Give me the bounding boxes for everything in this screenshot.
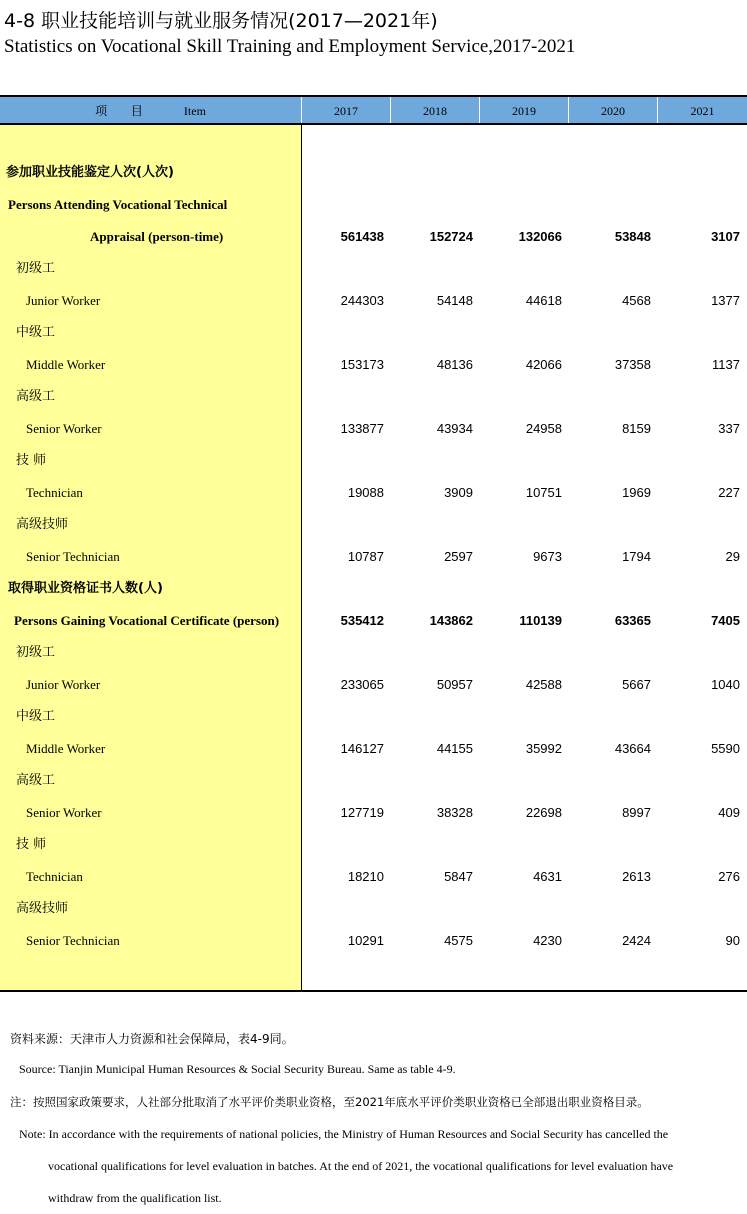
table-row	[0, 925, 747, 957]
section-title-en-cont: Appraisal (person-time)	[90, 229, 224, 244]
cell-value: 146127	[340, 741, 384, 756]
policy-note-cn: 注：按照国家政策要求，人社部分批取消了水平评价类职业资格，至2021年底水平评价类职业资格已全部退出职业资格目录。	[10, 1095, 649, 1109]
policy-note-en-cont: withdraw from the qualification list.	[48, 1191, 222, 1205]
year-header-2020: 2020	[569, 97, 658, 123]
cell-value: 133877	[340, 421, 384, 436]
category-label-row	[0, 637, 747, 669]
category-en: Middle Worker	[26, 741, 106, 756]
cell-value: 19088	[347, 485, 384, 500]
cell-value: 5667	[622, 677, 651, 692]
category-en: Senior Worker	[26, 805, 102, 820]
section-title-cn: 参加职业技能鉴定人次(人次)	[6, 165, 174, 180]
section-total-row	[0, 221, 747, 253]
cell-value: 5590	[711, 741, 740, 756]
cell-value: 35992	[525, 741, 562, 756]
cell-value: 1969	[622, 485, 651, 500]
page-title-english: Statistics on Vocational Skill Training and Employment Service,2017-2021	[4, 36, 576, 57]
cell-value: 9673	[533, 549, 562, 564]
category-en: Technician	[26, 485, 83, 500]
total-value: 63365	[614, 613, 651, 628]
category-cn: 初级工	[16, 261, 56, 276]
section-title-row	[0, 573, 747, 605]
year-header-2021: 2021	[690, 104, 715, 118]
total-value: 3107	[711, 229, 740, 244]
category-cn: 高级技师	[16, 517, 69, 532]
cell-value: 29	[725, 549, 740, 564]
category-cn: 技 师	[16, 453, 47, 468]
table-row	[0, 541, 747, 573]
category-label-row	[0, 829, 747, 861]
policy-note-en: Note: In accordance with the requirements of national policies, the Ministry of Human Resources and Social Security has cancelled the	[19, 1127, 669, 1141]
category-cn: 高级工	[16, 389, 56, 404]
cell-value: 244303	[340, 293, 384, 308]
cell-value: 2613	[622, 869, 651, 884]
cell-value: 409	[718, 805, 740, 820]
category-label-row	[0, 381, 747, 413]
cell-value: 90	[725, 933, 740, 948]
total-value: 561438	[340, 229, 384, 244]
category-label-row	[0, 253, 747, 285]
cell-value: 24958	[525, 421, 562, 436]
cell-value: 4230	[533, 933, 562, 948]
item-header-cn: 项 目	[95, 104, 153, 118]
category-cn: 初级工	[16, 645, 56, 660]
cell-value: 43934	[436, 421, 473, 436]
total-value: 110139	[519, 613, 562, 628]
table-header	[0, 95, 747, 125]
cell-value: 54148	[436, 293, 473, 308]
section-title-row	[0, 189, 747, 221]
cell-value: 42066	[525, 357, 562, 372]
category-cn: 中级工	[16, 709, 56, 724]
year-header-2018: 2018	[391, 97, 480, 123]
cell-value: 1040	[711, 677, 740, 692]
category-en: Senior Technician	[26, 933, 120, 948]
source-note-cn: 资料来源：天津市人力资源和社会保障局，表4-9同。	[10, 1032, 294, 1046]
cell-value: 38328	[436, 805, 473, 820]
cell-value: 4575	[444, 933, 473, 948]
total-value: 152724	[429, 229, 473, 244]
total-value: 143862	[429, 613, 473, 628]
year-header-2017: 2017	[302, 97, 391, 123]
policy-note-en-cont: vocational qualifications for level evaluation in batches. At the end of 2021, the vocational qualifications for level evaluation have	[48, 1159, 674, 1173]
cell-value: 2424	[622, 933, 651, 948]
cell-value: 2597	[444, 549, 473, 564]
cell-value: 44618	[525, 293, 562, 308]
cell-value: 50957	[436, 677, 473, 692]
cell-value: 18210	[347, 869, 384, 884]
cell-value: 5847	[444, 869, 473, 884]
cell-value: 233065	[340, 677, 384, 692]
cell-value: 3909	[444, 485, 473, 500]
item-column-header	[0, 97, 302, 123]
cell-value: 10751	[525, 485, 562, 500]
table-row	[0, 733, 747, 765]
category-en: Junior Worker	[26, 293, 101, 308]
cell-value: 8997	[622, 805, 651, 820]
category-label-row	[0, 445, 747, 477]
item-header-en: Item	[183, 104, 206, 118]
category-label-row	[0, 509, 747, 541]
cell-value: 127719	[340, 805, 384, 820]
cell-value: 48136	[436, 357, 473, 372]
category-label-row	[0, 317, 747, 349]
category-cn: 技 师	[16, 837, 47, 852]
table-row	[0, 413, 747, 445]
section-title-en: Persons Attending Vocational Technical	[8, 197, 228, 212]
category-en: Technician	[26, 869, 83, 884]
category-en: Senior Worker	[26, 421, 102, 436]
total-value: 7405	[711, 613, 740, 628]
table-row	[0, 349, 747, 381]
table-row	[0, 861, 747, 893]
cell-value: 1794	[622, 549, 651, 564]
category-cn: 高级工	[16, 773, 56, 788]
statistics-table	[0, 95, 747, 990]
year-header-2019: 2019	[480, 97, 569, 123]
total-value: 535412	[340, 613, 384, 628]
cell-value: 43664	[614, 741, 651, 756]
section-title-row	[0, 157, 747, 189]
section-title-cn: 取得职业资格证书人数(人)	[8, 581, 163, 596]
category-en: Junior Worker	[26, 677, 101, 692]
category-en: Middle Worker	[26, 357, 106, 372]
cell-value: 1137	[712, 357, 740, 372]
cell-value: 10787	[347, 549, 384, 564]
total-value: 53848	[614, 229, 651, 244]
category-label-row	[0, 765, 747, 797]
cell-value: 10291	[347, 933, 384, 948]
cell-value: 153173	[340, 357, 384, 372]
table-row	[0, 285, 747, 317]
cell-value: 22698	[525, 805, 562, 820]
page-title-chinese: 4-8 职业技能培训与就业服务情况(2017—2021年)	[4, 10, 438, 32]
cell-value: 8159	[622, 421, 651, 436]
cell-value: 42588	[525, 677, 562, 692]
section-title-en: Persons Gaining Vocational Certificate (person)	[14, 613, 280, 628]
section-total-row	[0, 605, 747, 637]
cell-value: 44155	[436, 741, 473, 756]
table-row	[0, 797, 747, 829]
cell-value: 337	[718, 421, 740, 436]
category-cn: 中级工	[16, 325, 56, 340]
table-row	[0, 669, 747, 701]
category-label-row	[0, 701, 747, 733]
cell-value: 4631	[533, 869, 562, 884]
cell-value: 1377	[711, 293, 740, 308]
category-label-row	[0, 893, 747, 925]
table-row	[0, 477, 747, 509]
source-note-en: Source: Tianjin Municipal Human Resources & Social Security Bureau. Same as table 4-9.	[19, 1062, 456, 1076]
cell-value: 276	[718, 869, 740, 884]
cell-value: 227	[718, 485, 740, 500]
cell-value: 37358	[614, 357, 651, 372]
total-value: 132066	[518, 229, 562, 244]
category-cn: 高级技师	[16, 901, 69, 916]
cell-value: 4568	[622, 293, 651, 308]
category-en: Senior Technician	[26, 549, 120, 564]
